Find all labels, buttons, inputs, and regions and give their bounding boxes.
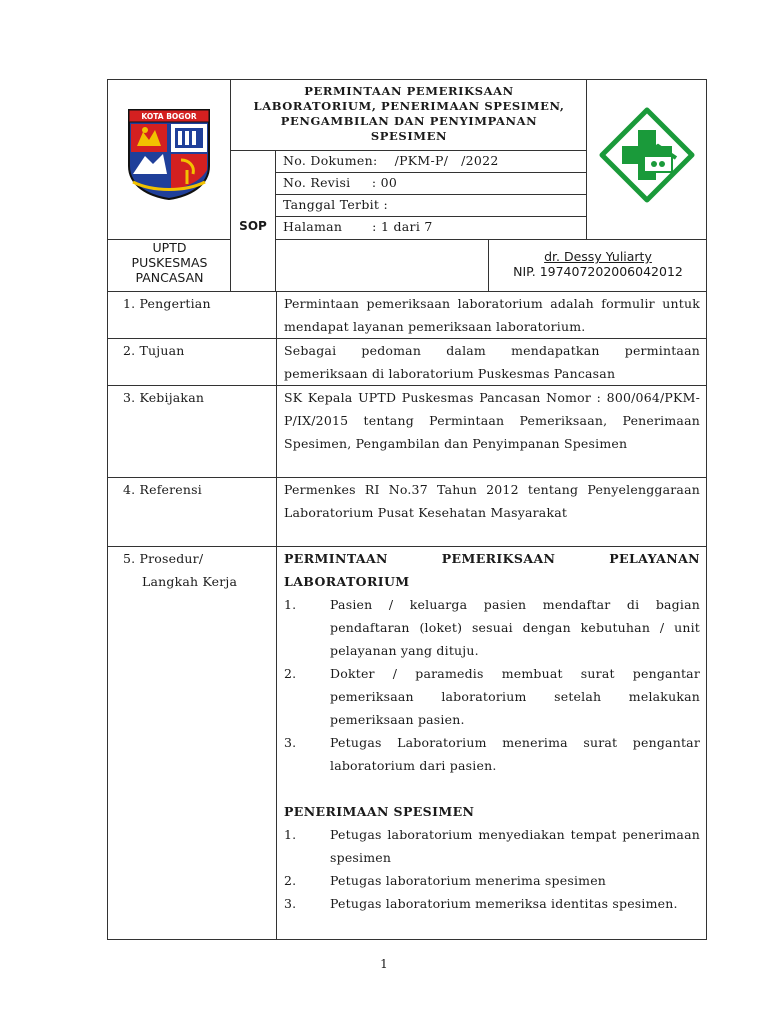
signer-name: dr. Dessy Yuliarty: [544, 249, 652, 264]
meta-issue-date: Tanggal Terbit :: [283, 197, 389, 212]
puskesmas-logo-icon: [598, 106, 696, 204]
row-kebijakan: [108, 386, 707, 478]
list-item: 1. Petugas laboratorium menyediakan tempat penerimaan spesimen: [284, 827, 700, 865]
text-tujuan: Sebagai pedoman dalam mendapatkan permintaan pemeriksaan di laboratorium Puskesmas Pancasan: [284, 343, 700, 381]
heading-permintaan: PERMINTAAN PEMERIKSAAN PELAYANAN: [284, 551, 700, 566]
meta-page: Halaman : 1 dari 7: [283, 219, 433, 234]
text-kebijakan: SK Kepala UPTD Puskesmas Pancasan Nomor : 800/064/PKM-P/IX/2015 tentang Permintaan Pemeriksaan, Penerimaan Spesimen, Pengambilan dan Penyimpanan Spesimen: [284, 390, 700, 451]
list-item: 2. Petugas laboratorium menerima spesimen: [284, 873, 607, 888]
row-tujuan: [108, 339, 707, 386]
text-referensi: Permenkes RI No.37 Tahun 2012 tentang Penyelenggaraan Laboratorium Pusat Kesehatan Masyarakat: [284, 482, 700, 520]
page-number: 1: [380, 957, 388, 971]
list-item: 2. Dokter / paramedis membuat surat pengantar pemeriksaan laboratorium setelah melakukan pemeriksaan pasien.: [284, 666, 700, 727]
list-item: 3. Petugas Laboratorium menerima surat pengantar laboratorium dari pasien.: [284, 735, 700, 773]
label-tujuan: 2. Tujuan: [123, 343, 185, 358]
meta-document-number: No. Dokumen: /PKM-P/ /2022: [283, 153, 499, 168]
kota-bogor-crest-icon: [123, 108, 215, 200]
signer-block: [490, 249, 706, 279]
row-prosedur: [108, 547, 707, 940]
label-referensi: 4. Referensi: [123, 482, 202, 497]
label-prosedur: 5. Prosedur/: [123, 551, 204, 566]
crest-text: KOTA BOGOR: [141, 112, 197, 121]
sop-header: [107, 79, 707, 292]
heading-permintaan-cont: LABORATORIUM: [284, 574, 410, 589]
document-title: PERMINTAAN PEMERIKSAAN LABORATORIUM, PENERIMAAN SPESIMEN, PENGAMBILAN DAN PENYIMPANAN SPESIMEN: [253, 84, 565, 143]
unit-name: UPTD PUSKESMAS PANCASAN: [131, 240, 208, 285]
row-pengertian: [108, 292, 707, 339]
signer-nip: NIP. 197407202006042012: [513, 264, 683, 279]
heading-penerimaan: PENERIMAAN SPESIMEN: [284, 804, 475, 819]
text-pengertian: Permintaan pemeriksaan laboratorium adalah formulir untuk mendapat layanan pemeriksaan laboratorium.: [284, 296, 700, 334]
meta-revision: No. Revisi : 00: [283, 175, 398, 190]
sop-label: SOP: [239, 219, 267, 233]
sop-document: [107, 79, 707, 940]
label-kebijakan: 3. Kebijakan: [123, 390, 205, 405]
label-langkah-kerja: Langkah Kerja: [142, 574, 238, 589]
list-item: 1. Pasien / keluarga pasien mendaftar di bagian pendaftaran (loket) sesuai dengan kebutuhan / unit pelayanan yang dituju.: [284, 597, 700, 658]
label-pengertian: 1. Pengertian: [123, 296, 211, 311]
list-item: 3. Petugas laboratorium memeriksa identitas spesimen.: [284, 896, 678, 911]
sop-body-table: [107, 291, 707, 940]
row-referensi: [108, 478, 707, 547]
